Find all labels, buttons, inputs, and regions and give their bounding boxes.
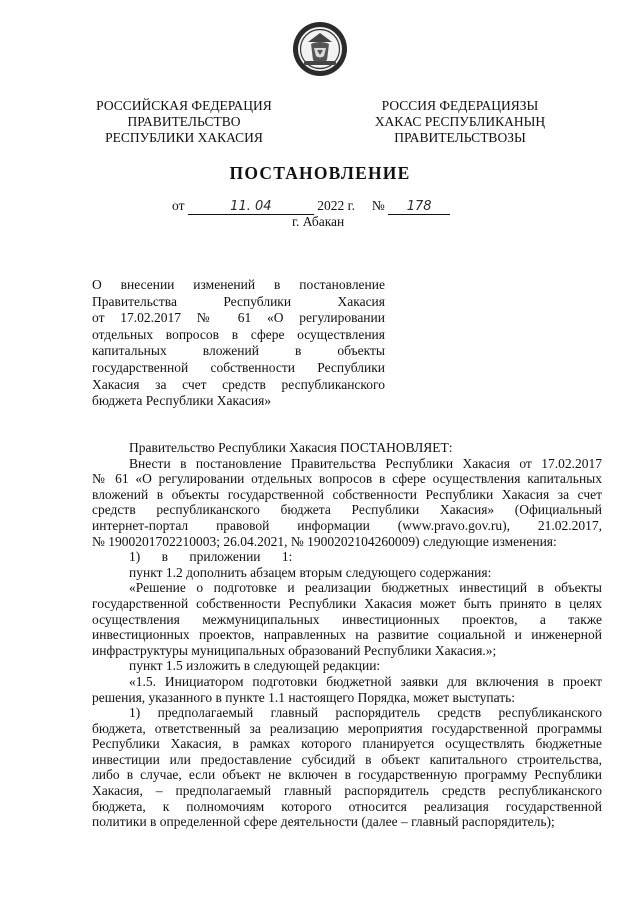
document-body [92,440,602,830]
body-line: решения, указанного в пункте 1.1 настоящего Порядка, может выступать: [92,689,516,705]
body-line: № 1900201702210003; 26.04.2021, № 1900202104260009) следующие изменения: [92,533,557,549]
body-line: № 61 «О регулировании отдельных вопросов в сфере осуществления капитальных [92,471,602,487]
header-right-line: ХАКАС РЕСПУБЛИКАНЫҢ [374,114,546,129]
subject-line: Хакасия за счет средств республиканского [92,376,385,392]
body-line: «1.5. Инициатором подготовки бюджетной заявки для включения в проект [129,673,602,689]
city-label: г. Абакан [292,214,345,229]
body-line: Хакасия, – предполагаемый главный распорядитель средств республиканского [92,783,602,799]
body-line: пункт 1.5 изложить в следующей редакции: [129,658,381,674]
body-line: Правительство Республики Хакасия ПОСТАНОВЛЯЕТ: [129,440,453,455]
header-right-line: ПРАВИТЕЛЬСТВОЗЫ [394,130,526,145]
header-left-line: РОССИЙСКАЯ ФЕДЕРАЦИЯ [96,98,272,113]
body-line: 1) предполагаемый главный распорядитель средств республиканского [129,705,602,721]
date-handwritten: 11. 04 [230,199,272,214]
coat-of-arms-emblem [291,20,349,78]
document-title: ПОСТАНОВЛЕНИЕ [229,163,411,183]
subject-line: отдельных вопросов в сфере осуществления [92,326,385,342]
body-line: инфраструктуры муниципальных образований Республики Хакасия.»; [92,642,497,658]
body-line: политики в определенной сфере деятельности (далее – главный распорядитель); [92,814,555,830]
body-line: «Решение о подготовке и реализации бюджетных инвестиций в объекты [129,580,602,596]
body-line: либо в случае, если объект не включен в государственную программу Республики [92,767,602,783]
number-handwritten: 178 [406,199,432,214]
header-left-line: ПРАВИТЕЛЬСТВО [127,114,241,129]
body-line: 1) в приложении 1: [129,549,293,565]
coat-of-arms-icon [291,20,349,78]
date-number-line [172,198,450,215]
subject-line: О внесении изменений в постановление [92,277,385,292]
body-line: бюджета, ответственный за реализацию мероприятия государственной программы [92,720,602,736]
body-line: бюджета, к полномочиям которого относится реализация государственной [92,798,602,814]
header-right-line: РОССИЯ ФЕДЕРАЦИЯЗЫ [381,98,539,113]
header-left-russian [86,98,282,146]
body-line: государственной собственности Республики Хакасия может быть принято в целях [92,595,602,611]
body-line: инвестиционных проектов, направленных на развитие социальной и инженерной [92,627,602,643]
date-field [188,198,314,215]
body-line: пункт 1.2 дополнить абзацем вторым следующего содержания: [129,564,492,580]
document-subject [92,277,385,410]
subject-line: от 17.02.2017 № 61 «О регулировании [92,310,385,326]
subject-line: бюджета Республики Хакасия» [92,393,272,409]
number-field [388,198,450,215]
body-line: Республики Хакасия, в рамках которого планируется осуществлять бюджетные [92,736,602,752]
body-line: осуществления межмуниципальных инвестиционных проектов, а также [92,611,602,627]
from-label: от [172,198,185,213]
subject-line: государственной собственности Республики [92,359,385,375]
body-line: вложений в объекты государственной собственности Республики Хакасия за счет [92,486,602,502]
header-right-khakas [362,98,558,146]
body-line: средств республиканского бюджета Республики Хакасия» (Официальный [92,502,602,518]
subject-line: капитальных вложений в объекты [92,343,385,359]
body-line: Внести в постановление Правительства Республики Хакасия от 17.02.2017 [129,455,602,471]
body-line: интернет-портал правовой информации (www.pravo.gov.ru), 21.02.2017, [92,517,602,533]
number-label: № [371,198,385,213]
subject-line: Правительства Республики Хакасия [92,293,385,309]
year-label: 2022 г. [317,198,355,213]
body-line: инвестиции или предоставление субсидий в объект капитального строительства, [92,751,602,767]
header-left-line: РЕСПУБЛИКИ ХАКАСИЯ [105,130,263,145]
